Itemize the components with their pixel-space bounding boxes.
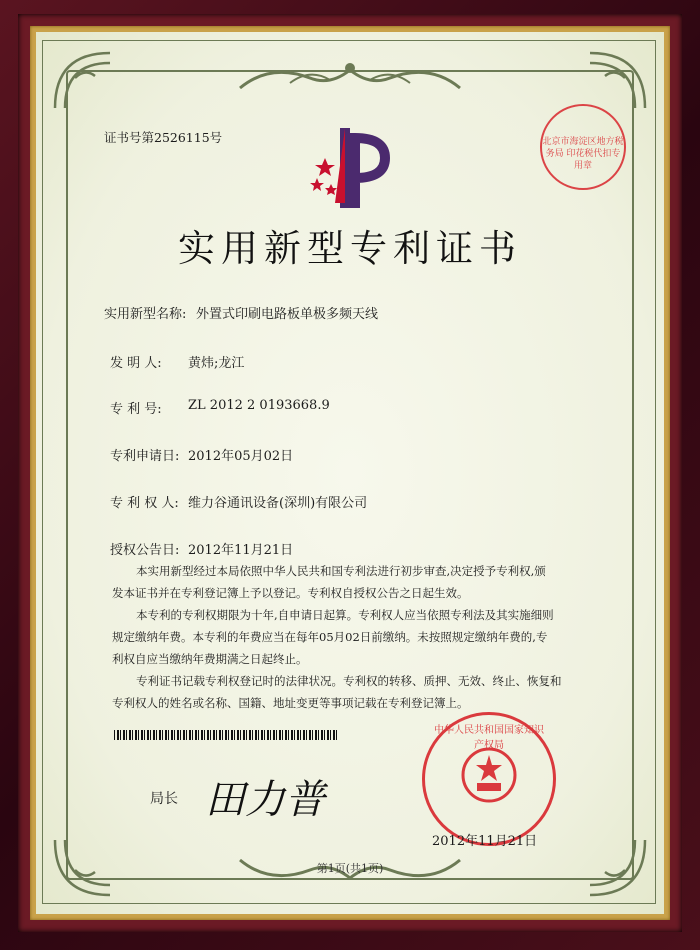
tax-stamp-text: 北京市海淀区地方税务局 印花税代扣专用章	[542, 137, 624, 171]
paragraph-line-4: 规定缴纳年费。本专利的年费应当在每年05月02日前缴纳。未按照规定缴纳年费的,专	[112, 630, 548, 644]
national-emblem	[459, 745, 519, 805]
seal-text: 中华人民共和国国家知识产权局	[434, 725, 544, 751]
seal-date: 2012年11月21日	[432, 834, 538, 849]
paragraph-line-5: 利权自应当缴纳年费期满之日起终止。	[112, 652, 308, 666]
field-label-filing-date: 专利申请日:	[110, 449, 180, 464]
tax-stamp	[540, 104, 626, 190]
field-value-filing-date: 2012年05月02日	[188, 449, 294, 464]
field-label-patentee: 专 利 权 人:	[110, 496, 179, 511]
director-signature: 田力普	[205, 777, 325, 823]
paragraph-line-7: 专利权人的姓名或名称、国籍、地址变更等事项记载在专利登记簿上。	[112, 696, 469, 710]
paragraph-line-2: 发本证书并在专利登记簿上予以登记。专利权自授权公告之日起生效。	[112, 586, 469, 600]
paragraph-line-6: 专利证书记载专利权登记时的法律状况。专利权的转移、质押、无效、终止、恢复和	[136, 674, 562, 688]
field-label-grant-date: 授权公告日:	[110, 543, 180, 558]
official-seal	[422, 712, 556, 846]
paragraph-line-1: 本实用新型经过本局依照中华人民共和国专利法进行初步审查,决定授予专利权,颁	[136, 564, 546, 578]
field-value-inventor: 黄炜;龙江	[188, 356, 245, 371]
barcode	[114, 730, 339, 740]
page-footer: 第1页(共1页)	[316, 862, 384, 875]
field-value-patent-number: ZL 2012 2 0193668.9	[188, 398, 330, 413]
field-label-name: 实用新型名称:	[104, 307, 187, 322]
director-label: 局长	[150, 791, 178, 807]
field-value-grant-date: 2012年11月21日	[188, 543, 294, 558]
field-value-patentee: 维力谷通讯设备(深圳)有限公司	[188, 496, 368, 511]
field-label-inventor: 发 明 人:	[110, 356, 162, 371]
paragraph-line-3: 本专利的专利权期限为十年,自申请日起算。专利权人应当依照专利法及其实施细则	[136, 608, 554, 622]
field-label-patent-number: 专 利 号:	[110, 402, 162, 417]
certificate-title: 实用新型专利证书	[178, 227, 522, 270]
certificate-number: 证书号第2526115号	[104, 130, 223, 145]
field-value-name: 外置式印刷电路板单极多频天线	[196, 307, 379, 322]
ornament-top-left	[50, 48, 120, 118]
ornament-top-center	[230, 58, 470, 98]
patent-office-logo	[305, 118, 405, 213]
